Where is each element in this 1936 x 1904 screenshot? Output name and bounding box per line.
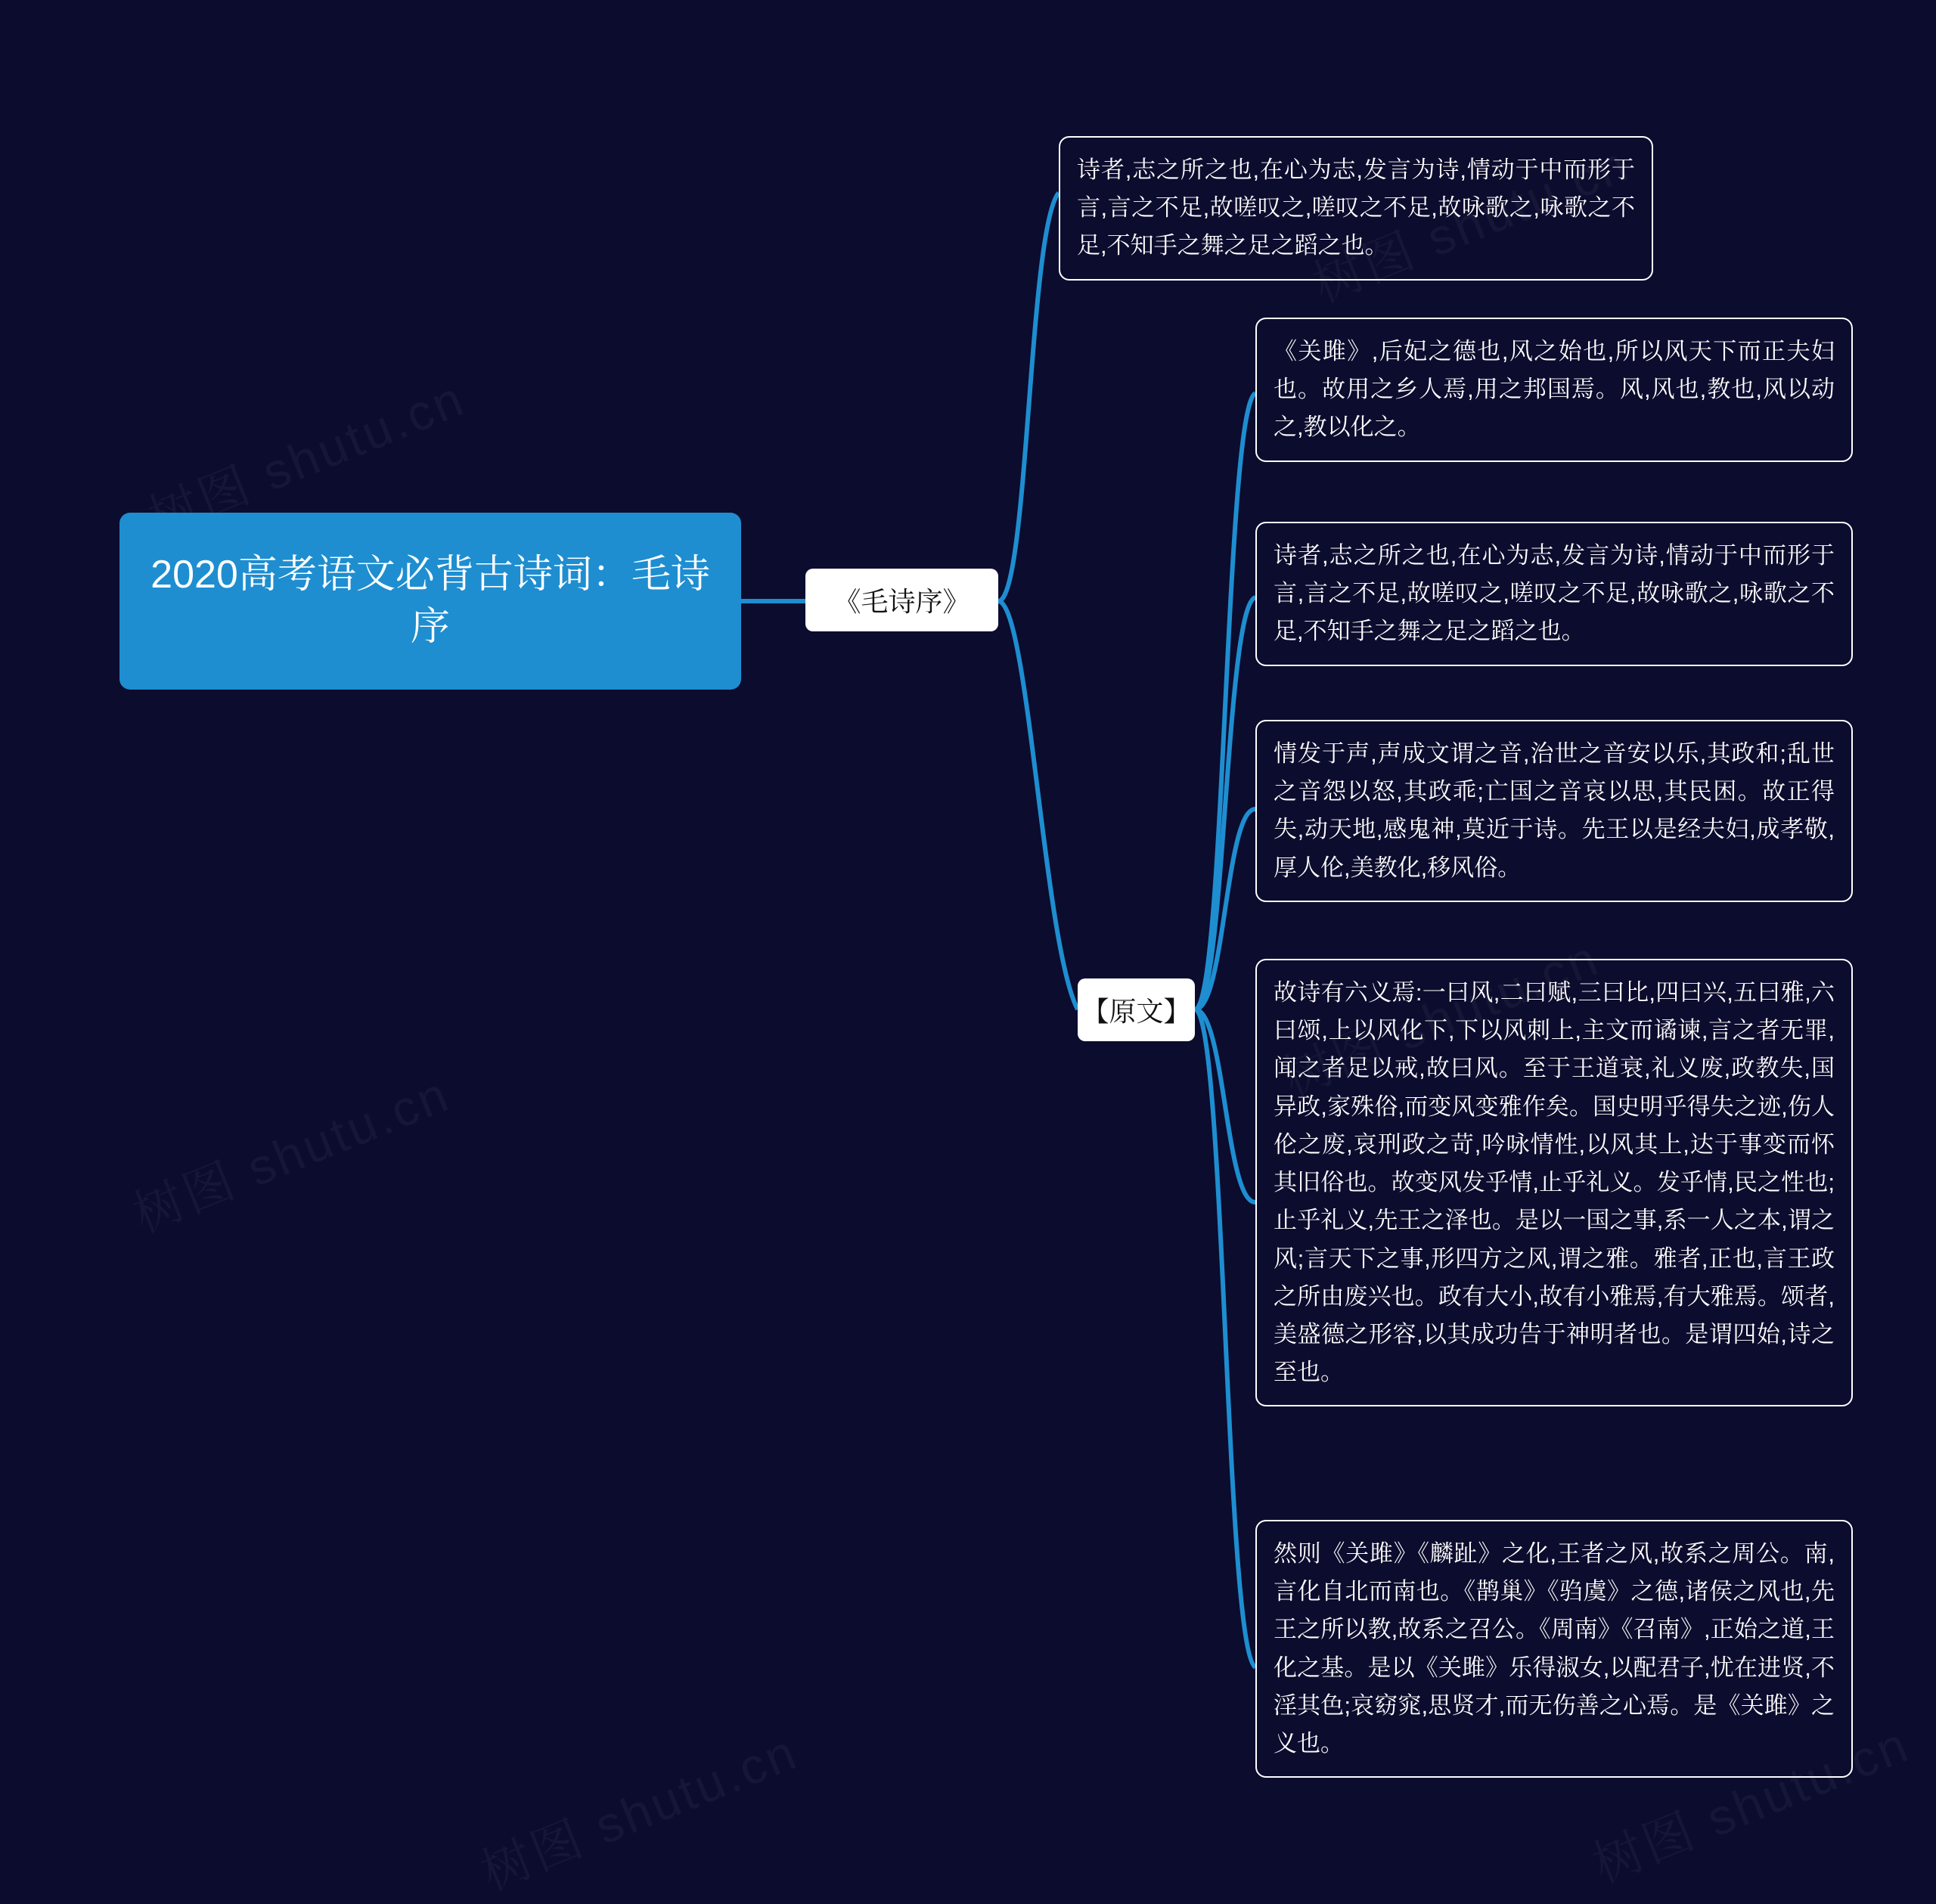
watermark: [469, 1712, 807, 1904]
root-node[interactable]: [119, 513, 741, 690]
leaf-node[interactable]: 《关雎》,后妃之德也,风之始也,所以风天下而正夫妇也。故用之乡人焉,用之邦国焉。风,风也,教也,风以动之,教以化之。: [1255, 318, 1853, 462]
branch-node-yuanwen-label: 【原文】: [1081, 996, 1191, 1027]
leaf-node[interactable]: 诗者,志之所之也,在心为志,发言为诗,情动于中而形于言,言之不足,故嗟叹之,嗟叹之不足,故咏歌之,咏歌之不足,不知手之舞之足之蹈之也。: [1059, 136, 1653, 281]
leaf-node[interactable]: 故诗有六义焉:一曰风,二曰赋,三曰比,四曰兴,五曰雅,六曰颂,上以风化下,下以风刺上,主文而谲谏,言之者无罪,闻之者足以戒,故曰风。至于王道衰,礼义废,政教失,国异政,家殊俗,而变风变雅作矣。国史明乎得失之迹,伤人伦之废,哀刑政之苛,吟咏情性,以风其上,达于事变而怀其旧俗也。故变风发乎情,止乎礼义。发乎情,民之性也;止乎礼义,先王之泽也。是以一国之事,系一人之本,谓之风;言天下之事,形四方之风,谓之雅。雅者,正也,言王政之所由废兴也。政有大小,故有小雅焉,有大雅焉。颂者,美盛德之形容,以其成功告于神明者也。是谓四始,诗之至也。: [1255, 959, 1853, 1406]
branch-node-yuanwen[interactable]: [1078, 978, 1195, 1041]
branch-node-maoshixu-label: 《毛诗序》: [833, 586, 970, 617]
leaf-node[interactable]: 诗者,志之所之也,在心为志,发言为诗,情动于中而形于言,言之不足,故嗟叹之,嗟叹之不足,故咏歌之,咏歌之不足,不知手之舞之足之蹈之也。: [1255, 522, 1853, 666]
watermark: [121, 1054, 459, 1246]
leaf-node[interactable]: 情发于声,声成文谓之音,治世之音安以乐,其政和;乱世之音怨以怒,其政乖;亡国之音哀以思,其民困。故正得失,动天地,感鬼神,莫近于诗。先王以是经夫妇,成孝敬,厚人伦,美教化,移风俗。: [1255, 720, 1853, 902]
leaf-node[interactable]: 然则《关雎》《麟趾》之化,王者之风,故系之周公。南,言化自北而南也。《鹊巢》《驺虞》之德,诸侯之风也,先王之所以教,故系之召公。《周南》《召南》,正始之道,王化之基。是以《关雎》乐得淑女,以配君子,忧在进贤,不淫其色;哀窈窕,思贤才,而无伤善之心焉。是《关雎》之义也。: [1255, 1520, 1853, 1778]
branch-node-maoshixu[interactable]: [805, 569, 998, 631]
root-node-label: 2020高考语文必背古诗词：毛诗序: [150, 553, 710, 649]
